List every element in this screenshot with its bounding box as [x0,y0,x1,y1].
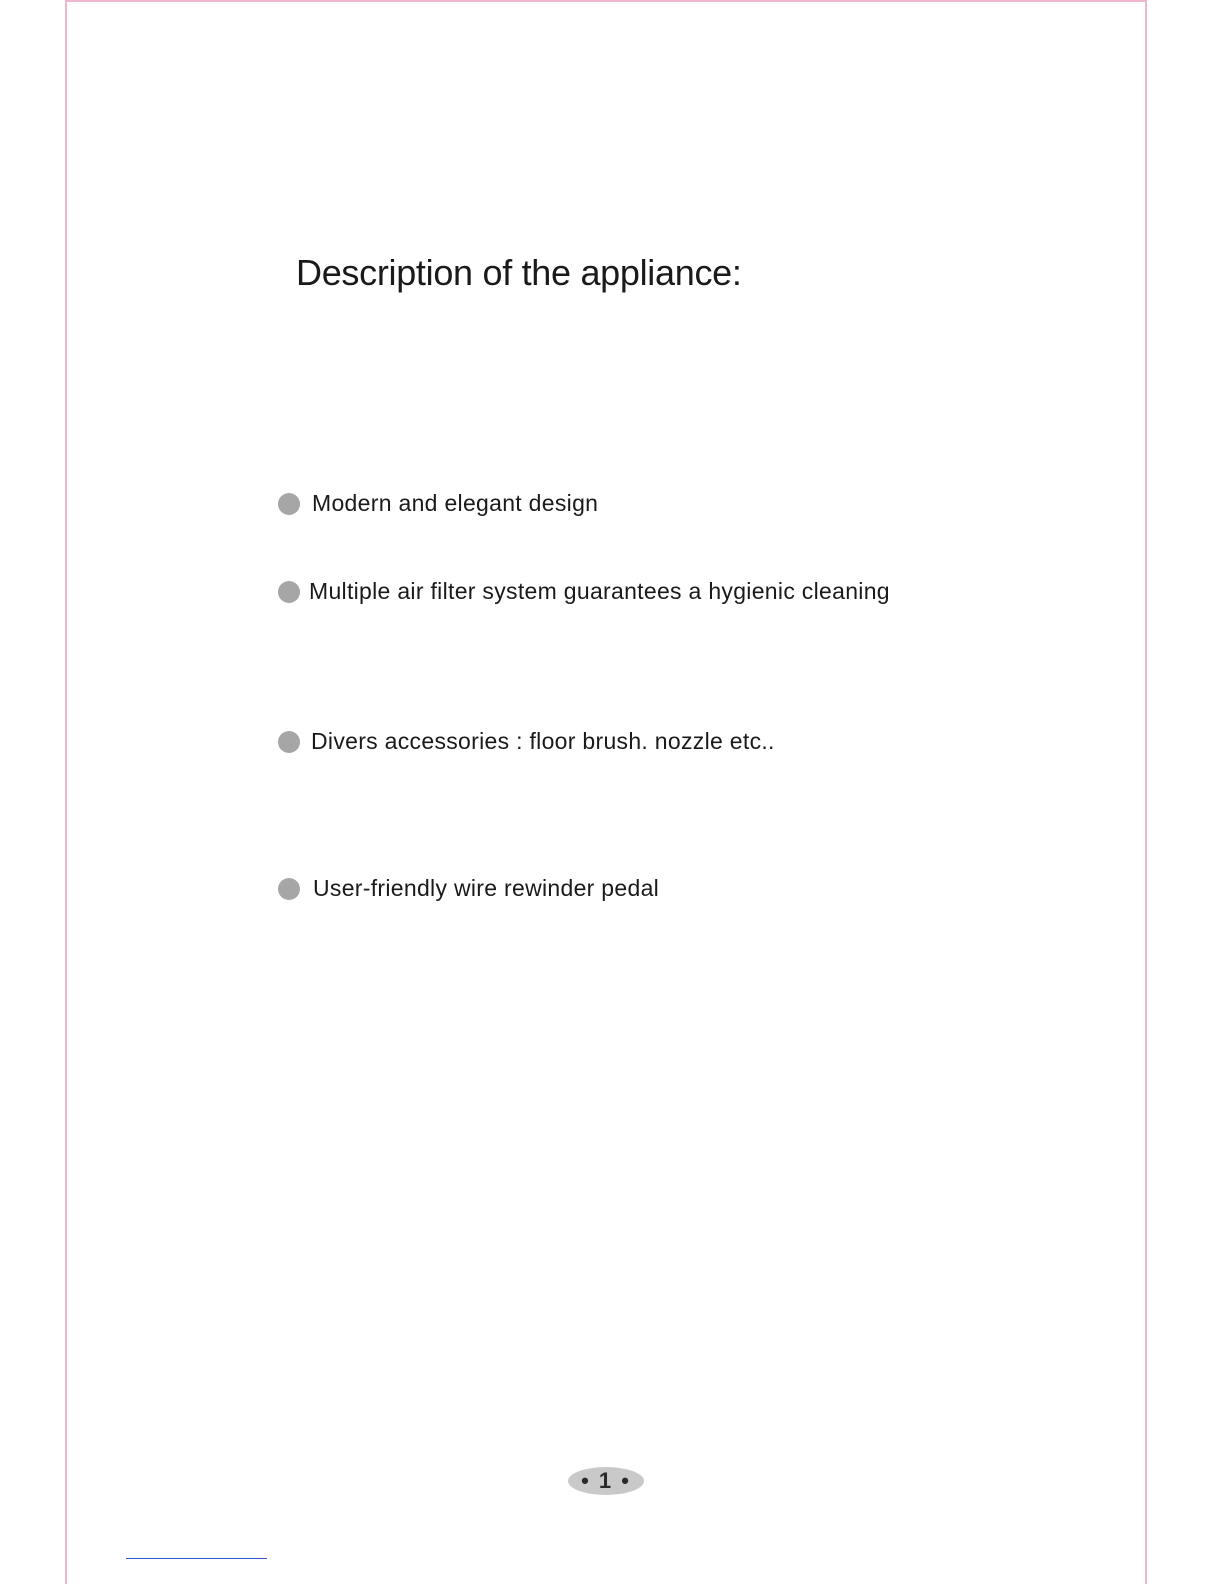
feature-item [278,875,659,902]
page-frame [65,0,1147,1584]
feature-text: User-friendly wire rewinder pedal [313,875,660,901]
bullet-icon [278,581,300,603]
page-title: Description of the appliance: [296,252,742,293]
feature-item [278,728,775,755]
bullet-icon [278,878,300,900]
page-number: • 1 • [581,1468,631,1493]
bullet-icon [278,731,300,753]
feature-item [278,490,598,517]
bullet-icon [278,493,300,515]
feature-text: Multiple air filter system guarantees a hygienic cleaning [309,578,890,604]
page-number-badge [568,1467,644,1495]
footnote-divider [126,1558,267,1559]
feature-item [278,578,890,605]
feature-text: Modern and elegant design [312,490,599,516]
feature-text: Divers accessories : floor brush. nozzle etc.. [311,728,775,754]
